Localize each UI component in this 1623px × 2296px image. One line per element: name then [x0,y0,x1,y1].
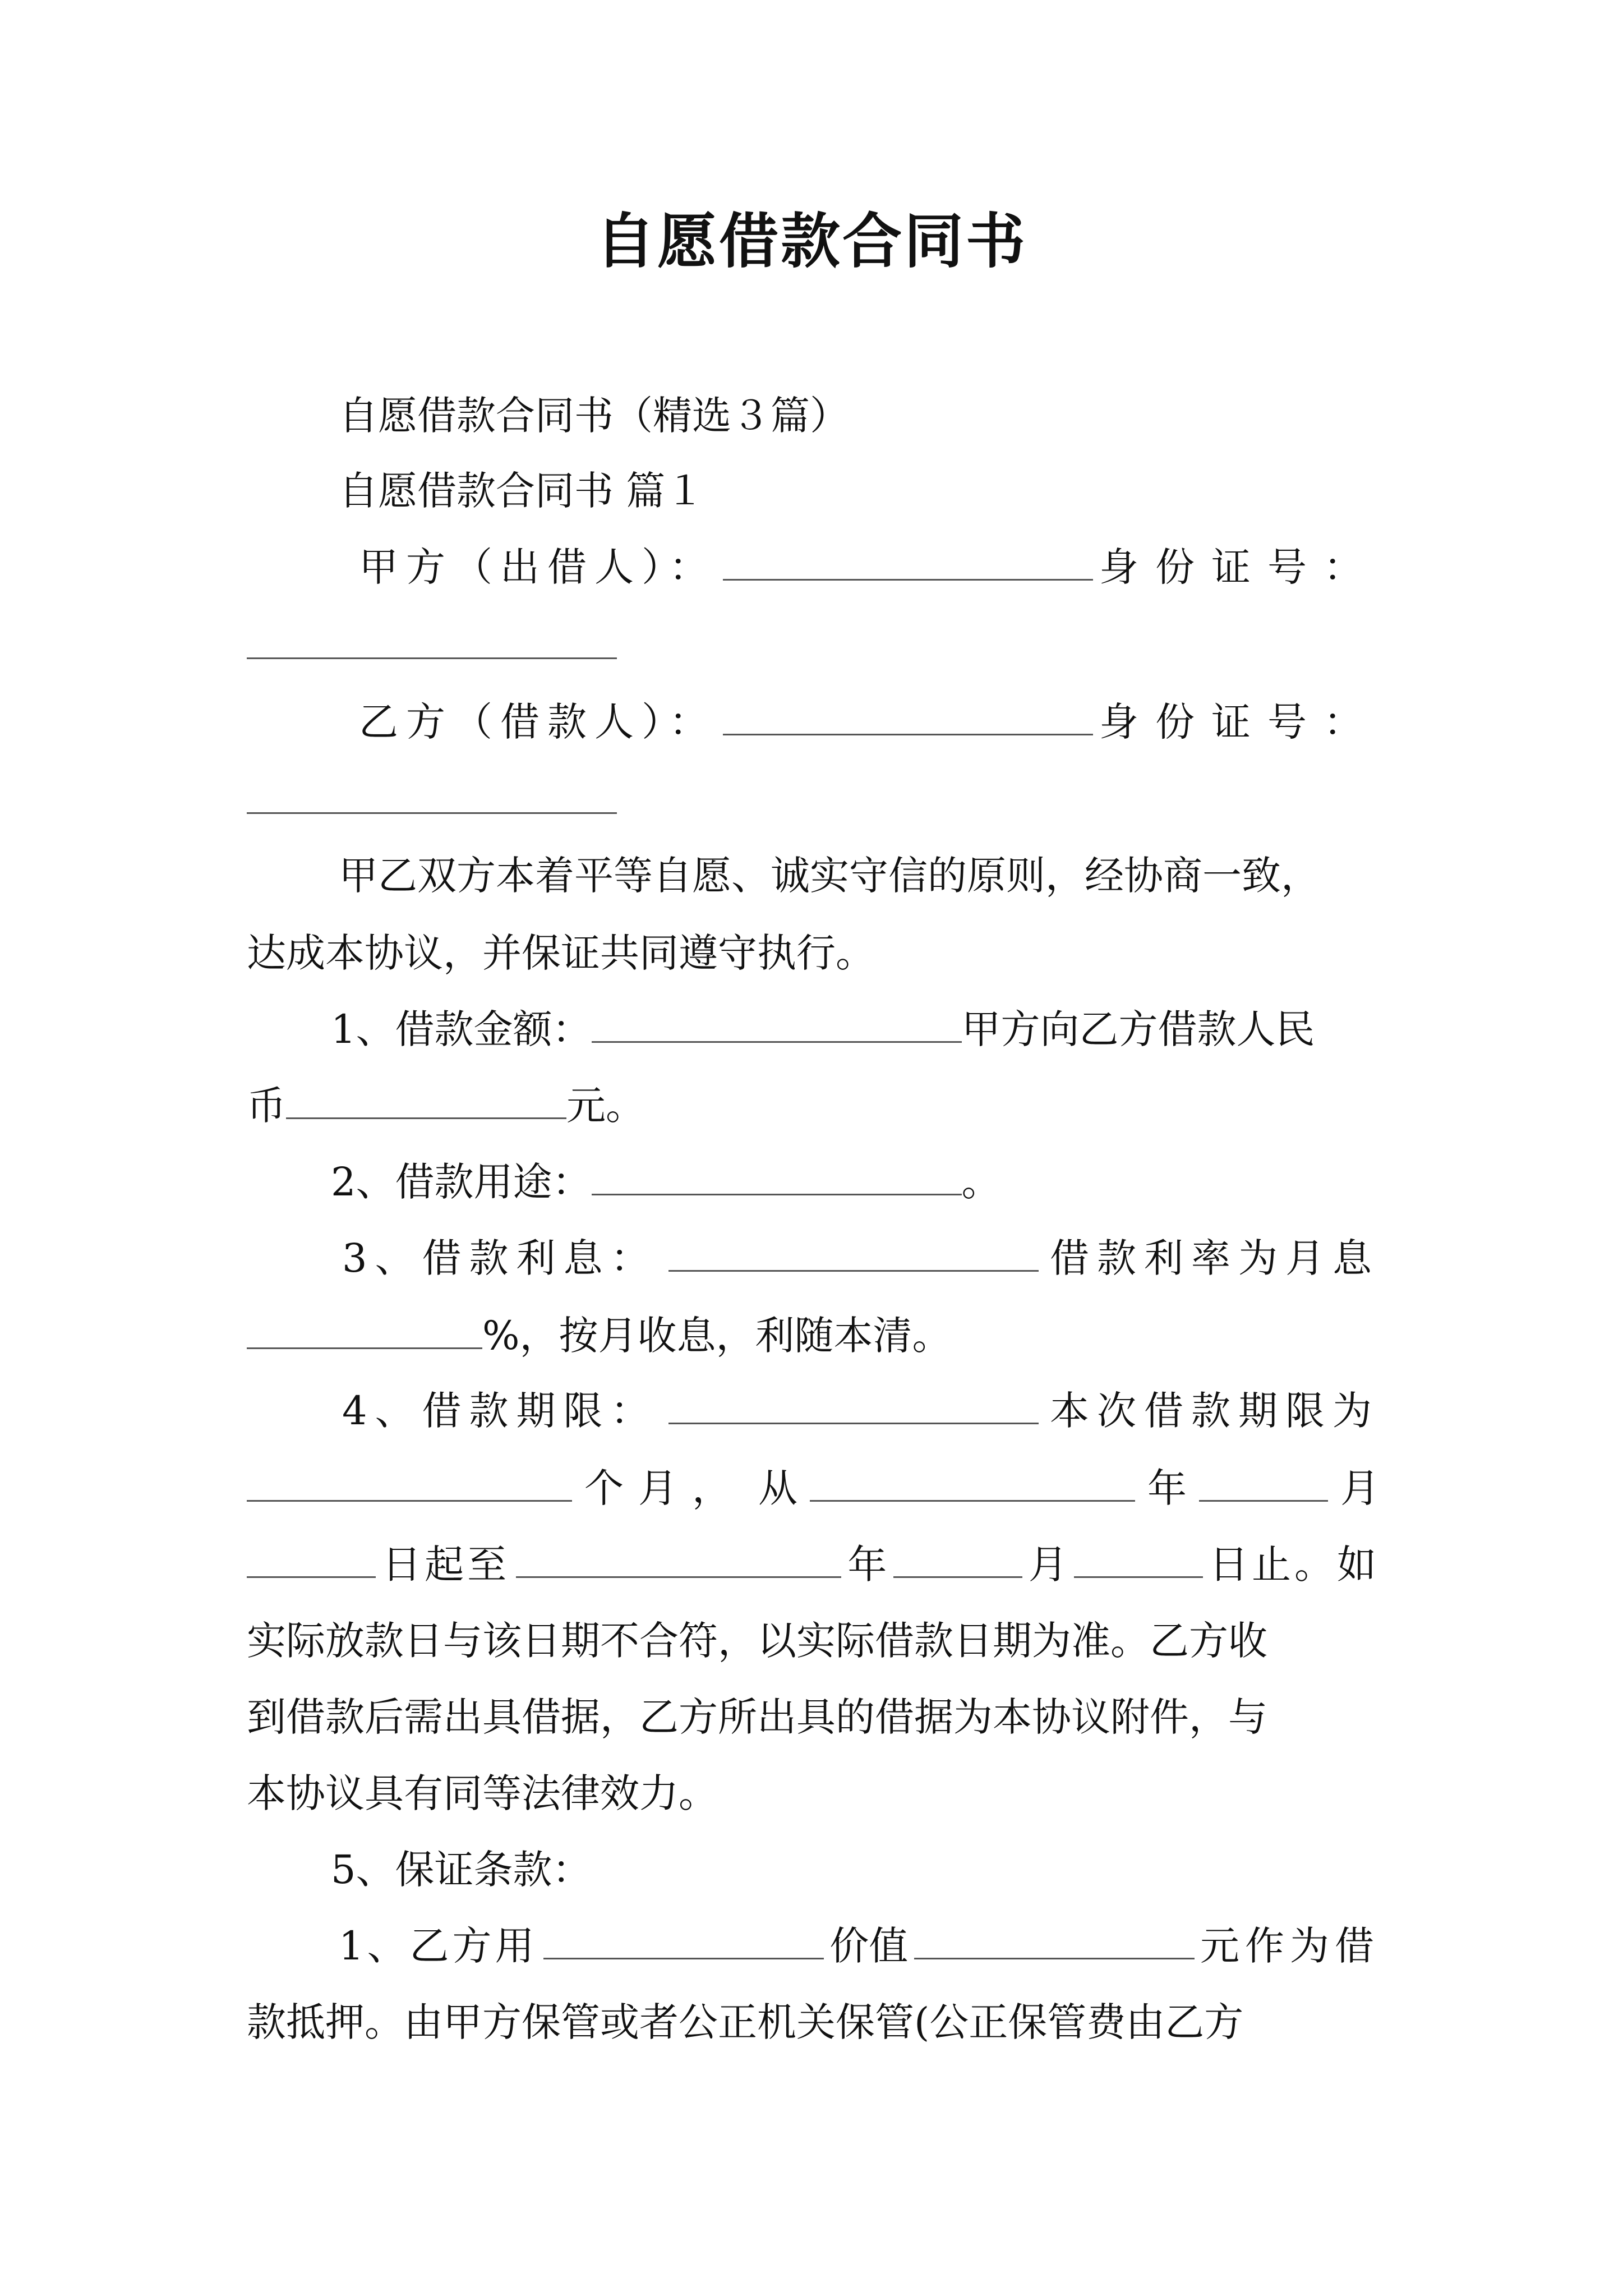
party-a-row [359,536,1380,598]
clause-3-interest-blank[interactable] [668,1236,1039,1272]
party-a-label: 甲方（出借人）： [359,544,716,590]
clause-1-row [331,999,1380,1060]
clause-4-months-blank[interactable] [247,1466,572,1502]
clause-4-end-year-blank[interactable] [516,1543,841,1578]
section-heading: 自愿借款合同书 篇１ [339,468,705,514]
subtitle: 自愿借款合同书（精选３篇） [339,393,849,439]
clause-2-suffix: 。 [961,1159,1001,1205]
clause-4-text: 本次借款期限为 [1049,1388,1380,1434]
clause-4-start-month-blank[interactable] [1199,1466,1328,1502]
intro-line-1: 甲乙双方本着平等自愿、诚实守信的原则，经协商一致， [339,853,1320,899]
party-b-row [359,691,1380,753]
party-b-label: 乙方（借款人）： [359,699,716,745]
clause-4-start-day-blank[interactable] [247,1543,376,1578]
party-b-id-label: 身份证号： [1099,699,1380,745]
clause-4-year-label: 年 [1147,1465,1187,1511]
party-b-id-row [247,770,1380,831]
clause-4-day-end-label: 日止。如 [1209,1542,1380,1588]
clause-5-row: 5、保证条款： [331,1847,592,1893]
clause-4-months-label: 个月， [584,1465,746,1511]
clause-4-from-label: 从 [758,1465,797,1511]
clause-2-row [331,1151,1380,1213]
party-b-id-blank[interactable] [247,779,617,814]
clause-4-label: 4、借款期限： [342,1388,658,1434]
party-a-id-label: 身份证号： [1099,544,1380,590]
clause-4-row-6: 本协议具有同等法律效力。 [247,1770,718,1816]
clause-2-label: 2、借款用途： [331,1159,592,1205]
clause-1-amount-blank[interactable] [592,1007,962,1043]
clause-1-rmb-blank[interactable] [286,1084,566,1119]
clause-4-end-month-blank[interactable] [893,1543,1022,1578]
sub-1-row [339,1915,1380,1977]
clause-1-unit: 元。 [566,1083,645,1129]
clause-3-label: 3、借款利息： [342,1235,658,1281]
clause-1-label: 1、借款金额： [331,1006,592,1052]
clause-4-row-4: 实际放款日与该日期不合符，以实际借款日期为准。乙方收 [247,1618,1267,1664]
sub-1-suffix: 元作为借 [1200,1923,1380,1969]
clause-1-text: 甲方向乙方借款人民 [961,1006,1315,1052]
clause-4-end-day-blank[interactable] [1074,1543,1203,1578]
sub-1-value-label: 价值 [829,1923,909,1969]
clause-3-row [342,1227,1380,1289]
clause-3-suffix: %，按月收息，利随本清。 [482,1313,952,1359]
clause-3-text: 借款利率为月息 [1049,1235,1380,1281]
sub-1-value-blank[interactable] [914,1924,1195,1959]
clause-4-row-2 [247,1457,1380,1519]
sub-1-collateral-blank[interactable] [543,1924,824,1959]
clause-4-year2-label: 年 [847,1542,887,1588]
clause-3-row-2 [247,1305,1380,1366]
party-a-id-row [247,615,1380,677]
clause-2-purpose-blank[interactable] [592,1160,962,1195]
clause-4-month2-label: 月 [1028,1542,1068,1588]
party-a-id-blank[interactable] [247,624,617,659]
intro-line-2: 达成本协议，并保证共同遵守执行。 [247,930,875,976]
clause-1-row-2 [247,1075,1380,1137]
sub-1-prefix: 1、乙方用 [339,1923,538,1969]
clause-4-row-5: 到借款后需出具借据，乙方所出具的借据为本协议附件，与 [247,1694,1267,1740]
party-b-name-blank[interactable] [723,700,1093,735]
clause-3-rate-blank[interactable] [247,1314,482,1349]
clause-4-row-3 [247,1534,1380,1595]
clause-4-month-label: 月 [1340,1465,1380,1511]
clause-4-start-year-blank[interactable] [810,1466,1135,1502]
clause-4-row [342,1380,1380,1442]
clause-4-day-from-label: 日起至 [382,1542,510,1588]
clause-4-term-blank[interactable] [668,1389,1039,1424]
sub-1-row-2: 款抵押。由甲方保管或者公正机关保管(公正保管费由乙方 [247,1999,1244,2045]
party-a-name-blank[interactable] [723,545,1093,581]
document-title: 自愿借款合同书 [596,206,1027,276]
clause-1-currency: 币 [247,1083,286,1129]
